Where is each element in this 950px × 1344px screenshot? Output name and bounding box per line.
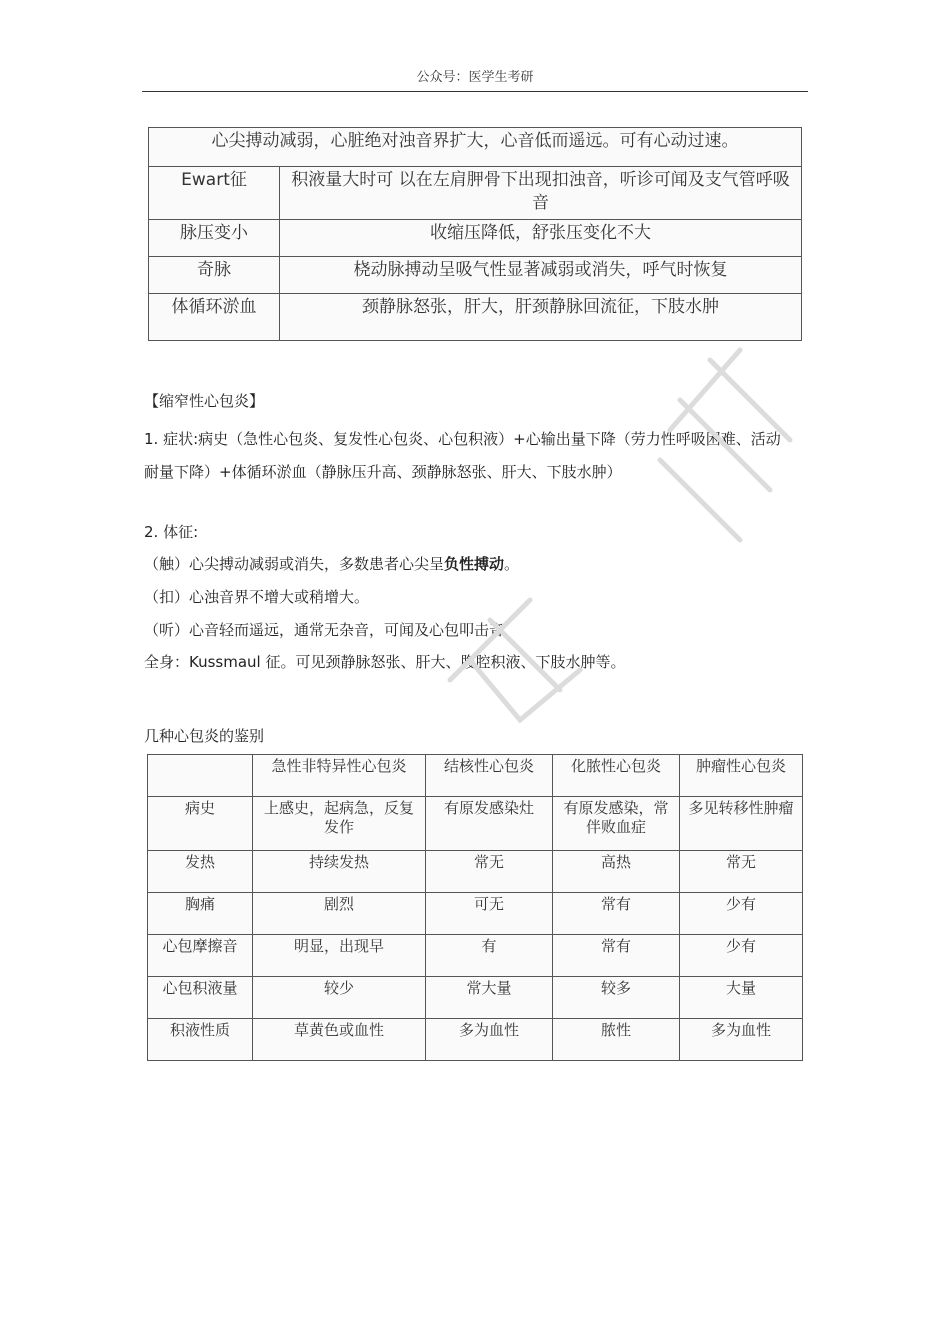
table-cell: 发热	[148, 851, 253, 893]
table-cell: 病史	[148, 797, 253, 851]
pericarditis-comparison-table	[147, 754, 803, 1061]
table-header-cell: 化脓性心包炎	[553, 755, 680, 797]
table-cell: 多见转移性肿瘤	[680, 797, 803, 851]
table-header-cell: 结核性心包炎	[426, 755, 553, 797]
table-cell-label: 体循环淤血	[149, 294, 280, 341]
table-cell: 心尖搏动减弱，心脏绝对浊音界扩大，心音低而遥远。可有心动过速。	[149, 128, 802, 167]
table-cell: 心包积液量	[148, 977, 253, 1019]
pericardial-effusion-signs-table	[148, 127, 802, 341]
table-cell: 积液量大时可 以在左肩胛骨下出现扣浊音，听诊可闻及支气管呼吸音	[280, 167, 802, 220]
table-cell: 少有	[680, 935, 803, 977]
table-row	[148, 797, 803, 851]
table-header-cell: 急性非特异性心包炎	[253, 755, 426, 797]
table-cell: 明显，出现早	[253, 935, 426, 977]
table-cell: 常无	[680, 851, 803, 893]
table-cell: 草黄色或血性	[253, 1019, 426, 1061]
table-row	[149, 294, 802, 341]
table-cell: 心包摩擦音	[148, 935, 253, 977]
table-cell: 持续发热	[253, 851, 426, 893]
table-cell: 剧烈	[253, 893, 426, 935]
table-row	[148, 935, 803, 977]
table-cell: 有原发感染，常伴败血症	[553, 797, 680, 851]
table-row	[149, 257, 802, 294]
table-cell: 常有	[553, 893, 680, 935]
sign-text: 。	[504, 555, 520, 573]
table-row	[148, 851, 803, 893]
sign-general: 全身：Kussmaul 征。可见颈静脉怒张、肝大、腹腔积液、下肢水肿等。	[144, 653, 626, 671]
sign-bold-text: 负性搏动	[444, 555, 505, 573]
table-cell: 常有	[553, 935, 680, 977]
table-cell: 脓性	[553, 1019, 680, 1061]
table-header-cell: 肿瘤性心包炎	[680, 755, 803, 797]
table-cell: 多为血性	[426, 1019, 553, 1061]
sign-percussion: （扣）心浊音界不增大或稍增大。	[144, 588, 370, 606]
table-cell-label: Ewart征	[149, 167, 280, 220]
table-header-cell	[148, 755, 253, 797]
table-cell: 颈静脉怒张，肝大，肝颈静脉回流征，下肢水肿	[280, 294, 802, 341]
sign-palpation	[144, 553, 519, 575]
table-cell: 可无	[426, 893, 553, 935]
table-cell: 收缩压降低，舒张压变化不大	[280, 220, 802, 257]
table-row	[149, 167, 802, 220]
table-cell: 高热	[553, 851, 680, 893]
table-cell: 少有	[680, 893, 803, 935]
table-cell: 桡动脉搏动呈吸气性显著减弱或消失，呼气时恢复	[280, 257, 802, 294]
table-cell: 积液性质	[148, 1019, 253, 1061]
table-cell: 较少	[253, 977, 426, 1019]
sign-text: （触）心尖搏动减弱或消失，多数患者心尖呈	[144, 555, 445, 573]
table-cell: 胸痛	[148, 893, 253, 935]
table-cell: 有	[426, 935, 553, 977]
signs-title: 2. 体征:	[144, 523, 199, 541]
table-cell: 大量	[680, 977, 803, 1019]
table-cell: 常无	[426, 851, 553, 893]
table-row	[148, 1019, 803, 1061]
symptoms-paragraph: 1. 症状:病史（急性心包炎、复发性心包炎、心包积液）+心输出量下降（劳力性呼吸困难、活动耐量下降）+体循环淤血（静脉压升高、颈静脉怒张、肝大、下肢水肿）	[144, 430, 781, 481]
table-header-row	[148, 755, 803, 797]
watermark	[410, 340, 810, 760]
table-row	[149, 128, 802, 167]
table-row	[148, 893, 803, 935]
sign-auscultation: （听）心音轻而遥远，通常无杂音，可闻及心包叩击音	[144, 621, 505, 639]
table-cell: 较多	[553, 977, 680, 1019]
table-row	[148, 977, 803, 1019]
table-cell: 有原发感染灶	[426, 797, 553, 851]
table2-title: 几种心包炎的鉴别	[144, 727, 265, 745]
table-cell: 常大量	[426, 977, 553, 1019]
section-title: 【缩窄性心包炎】	[144, 392, 265, 410]
table-cell-label: 脉压变小	[149, 220, 280, 257]
page-header: 公众号：医学生考研	[142, 66, 808, 92]
table-cell: 上感史，起病急，反复发作	[253, 797, 426, 851]
table-cell-label: 奇脉	[149, 257, 280, 294]
table-row	[149, 220, 802, 257]
table-cell: 多为血性	[680, 1019, 803, 1061]
